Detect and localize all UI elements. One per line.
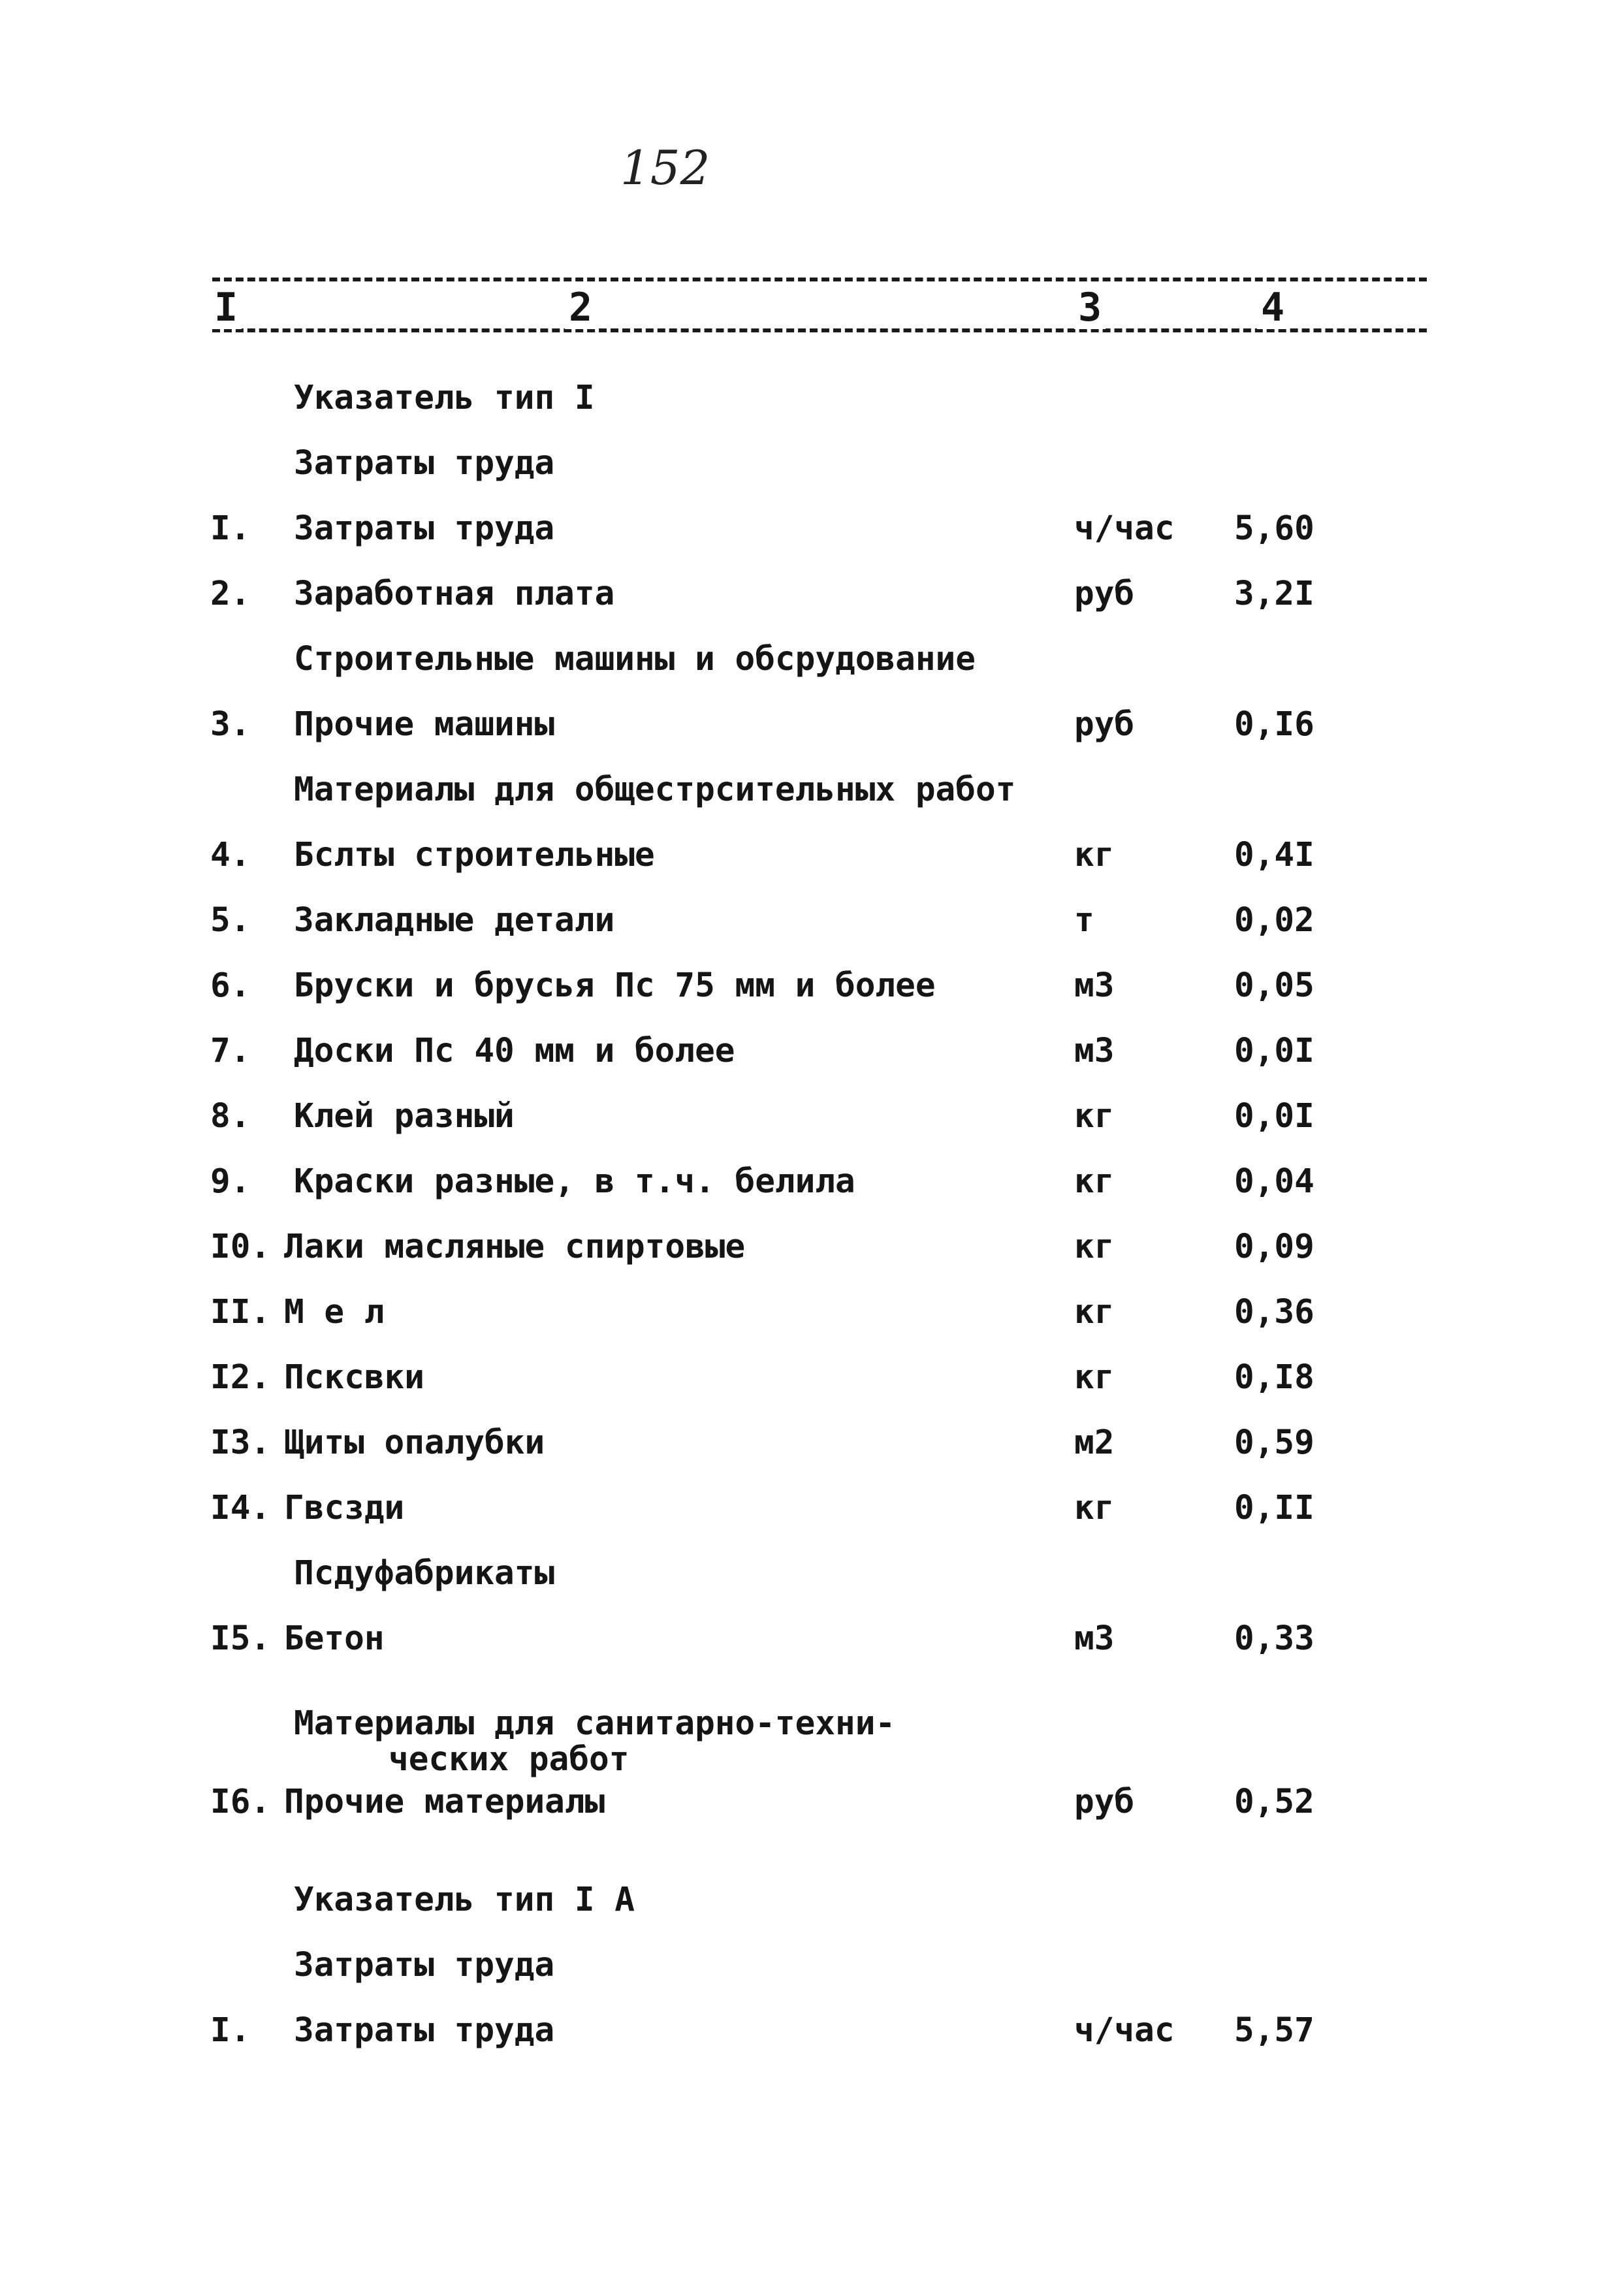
row-name: Доски Пс 40 мм и более xyxy=(294,1032,735,1070)
row-number: II. xyxy=(210,1293,271,1331)
column-header-2: 2 xyxy=(565,286,596,329)
table-row xyxy=(0,1156,1624,1218)
row-unit: кг xyxy=(1074,1358,1115,1397)
row-name: М е л xyxy=(284,1293,385,1331)
section-heading-text: Строительные машины и обсрудование xyxy=(294,640,976,678)
row-unit: кг xyxy=(1074,1228,1115,1266)
row-value: 0,52 xyxy=(1234,1783,1314,1821)
section-heading-text: Затраты труда xyxy=(294,444,555,483)
row-name: Прочие машины xyxy=(294,705,555,744)
table-row xyxy=(0,699,1624,761)
row-value: 3,2I xyxy=(1234,575,1314,613)
row-name: Заработная плата xyxy=(294,575,615,613)
column-header-1: I xyxy=(210,286,242,329)
section-heading-text: Псдуфабрикаты xyxy=(294,1554,555,1593)
section-heading-text: Материалы для общестрсительных работ xyxy=(294,771,1016,809)
row-number: 5. xyxy=(210,901,251,940)
row-name: Бслты строительные xyxy=(294,836,655,874)
table-row xyxy=(0,895,1624,957)
row-name: Закладные детали xyxy=(294,901,615,940)
row-number: I. xyxy=(210,509,251,548)
table-row xyxy=(0,1613,1624,1676)
row-unit: т xyxy=(1074,901,1094,940)
table-rule-top xyxy=(212,278,1427,281)
section-heading xyxy=(0,633,1624,696)
table-rule-bottom xyxy=(212,328,1427,332)
row-number: I4. xyxy=(210,1489,271,1527)
column-header-3: 3 xyxy=(1074,286,1106,329)
row-number: 3. xyxy=(210,705,251,744)
row-unit: руб xyxy=(1074,705,1135,744)
table-row xyxy=(0,960,1624,1023)
row-number: I2. xyxy=(210,1358,271,1397)
row-number: 8. xyxy=(210,1097,251,1136)
table-row xyxy=(0,568,1624,631)
row-number: I3. xyxy=(210,1424,271,1462)
row-value: 0,05 xyxy=(1234,966,1314,1005)
section-heading xyxy=(0,764,1624,827)
row-value: 0,0I xyxy=(1234,1032,1314,1070)
row-number: 2. xyxy=(210,575,251,613)
row-value: 0,04 xyxy=(1234,1162,1314,1201)
row-name: Затраты труда xyxy=(294,2011,555,2050)
row-value: 5,60 xyxy=(1234,509,1314,548)
row-name: Бруски и брусья Пс 75 мм и более xyxy=(294,966,936,1005)
row-name: Бетон xyxy=(284,1619,385,1658)
table-row xyxy=(0,1090,1624,1153)
row-number: 7. xyxy=(210,1032,251,1070)
row-value: 0,0I xyxy=(1234,1097,1314,1136)
row-value: 0,I8 xyxy=(1234,1358,1314,1397)
row-number: I5. xyxy=(210,1619,271,1658)
row-unit: кг xyxy=(1074,836,1115,874)
row-value: 0,I6 xyxy=(1234,705,1314,744)
column-header-4: 4 xyxy=(1257,286,1288,329)
row-value: 0,02 xyxy=(1234,901,1314,940)
row-value: 0,59 xyxy=(1234,1424,1314,1462)
page-number: 152 xyxy=(620,140,710,195)
row-unit: кг xyxy=(1074,1097,1115,1136)
row-value: 0,09 xyxy=(1234,1228,1314,1266)
row-number: I. xyxy=(210,2011,251,2050)
row-value: 5,57 xyxy=(1234,2011,1314,2050)
row-unit: м3 xyxy=(1074,1032,1115,1070)
section-heading xyxy=(0,1874,1624,1937)
row-name: Псксвки xyxy=(284,1358,424,1397)
row-unit: ч/час xyxy=(1074,509,1175,548)
row-name: Краски разные, в т.ч. белила xyxy=(294,1162,855,1201)
row-value: 0,4I xyxy=(1234,836,1314,874)
row-name: Щиты опалубки xyxy=(284,1424,545,1462)
row-name: Затраты труда xyxy=(294,509,555,548)
row-unit: м3 xyxy=(1074,1619,1115,1658)
row-name: Лаки масляные спиртовые xyxy=(284,1228,746,1266)
section-heading-text: Указатель тип I xyxy=(294,379,595,417)
section-heading-text: Указатель тип I А xyxy=(294,1881,635,1919)
row-number: I0. xyxy=(210,1228,271,1266)
row-name: Прочие материалы xyxy=(284,1783,605,1821)
row-name: Гвсзди xyxy=(284,1489,405,1527)
row-number: 9. xyxy=(210,1162,251,1201)
section-heading xyxy=(0,1698,1624,1783)
table-row xyxy=(0,1417,1624,1480)
table-row xyxy=(0,1776,1624,1839)
row-unit: м2 xyxy=(1074,1424,1115,1462)
row-unit: кг xyxy=(1074,1162,1115,1201)
table-row xyxy=(0,1025,1624,1088)
table-row xyxy=(0,1482,1624,1545)
section-heading xyxy=(0,372,1624,435)
row-unit: ч/час xyxy=(1074,2011,1175,2050)
section-heading-text: Затраты труда xyxy=(294,1946,555,1984)
row-value: 0,II xyxy=(1234,1489,1314,1527)
section-heading xyxy=(0,1939,1624,2002)
row-number: 4. xyxy=(210,836,251,874)
row-value: 0,36 xyxy=(1234,1293,1314,1331)
section-heading-line-1: Материалы для санитарно-техни- xyxy=(294,1704,896,1743)
section-heading-line-2: ческих работ xyxy=(389,1740,629,1779)
row-unit: руб xyxy=(1074,1783,1135,1821)
table-row xyxy=(0,503,1624,565)
table-row xyxy=(0,1221,1624,1284)
row-name: Клей разный xyxy=(294,1097,515,1136)
table-row xyxy=(0,829,1624,892)
row-value: 0,33 xyxy=(1234,1619,1314,1658)
table-row xyxy=(0,1286,1624,1349)
row-unit: м3 xyxy=(1074,966,1115,1005)
row-unit: кг xyxy=(1074,1489,1115,1527)
row-number: 6. xyxy=(210,966,251,1005)
table-row xyxy=(0,1352,1624,1414)
row-unit: руб xyxy=(1074,575,1135,613)
section-heading xyxy=(0,1548,1624,1610)
row-number: I6. xyxy=(210,1783,271,1821)
section-heading xyxy=(0,438,1624,500)
row-unit: кг xyxy=(1074,1293,1115,1331)
table-row xyxy=(0,2005,1624,2067)
